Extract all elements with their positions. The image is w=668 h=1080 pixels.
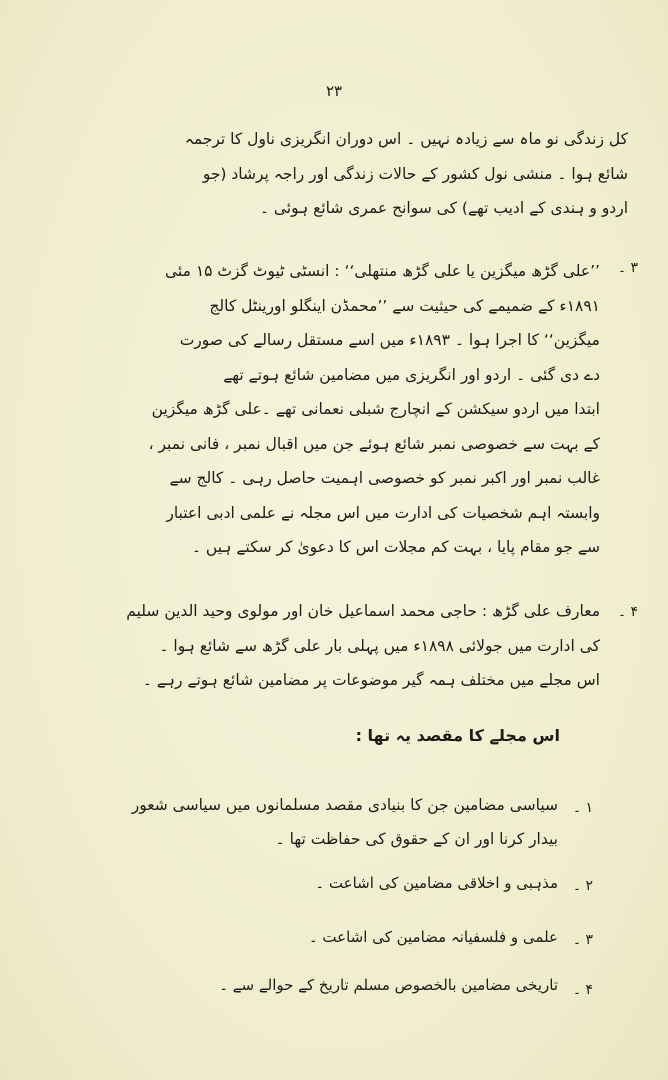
text-line: کل زندگی نو ماہ سے زیادہ نہیں ۔ اس دوران انگریزی ناول کا ترجمہ (184, 130, 628, 148)
intro-paragraph (108, 122, 628, 226)
text-line: وابستہ اہم شخصیات کی ادارت میں اس مجلہ نے علمی ادبی اعتبار (166, 503, 600, 522)
entry-aligarh-magazine (100, 254, 600, 565)
objective-number: ۱ ۔ (572, 800, 593, 816)
objective-political (118, 788, 558, 856)
text-line: کی ادارت میں جولائی ۱۸۹۸ء میں پہلی بار علی گڑھ سے شائع ہوا ۔ (159, 636, 600, 655)
objective-number: ۴ ۔ (572, 982, 593, 998)
text-line: سیاسی مضامین جن کا بنیادی مقصد مسلمانوں میں سیاسی شعور (131, 796, 558, 814)
text-line: دے دی گئی ۔ اردو اور انگریزی میں مضامین شائع ہوتے تھے (223, 365, 600, 384)
text-line: غالب نمبر اور اکبر نمبر کو خصوصی اہمیت حاصل رہی ۔ کالج سے (169, 469, 600, 487)
text-line: کے بہت سے خصوصی نمبر شائع ہوئے جن میں اقبال نمبر ، فانی نمبر ، (148, 434, 600, 453)
text-line: ۱۸۹۱ء کے ضمیمے کی حیثیت سے ’’محمڈن اینگلو اورینٹل کالج (209, 296, 600, 315)
text-line: میگزین‘‘ کا اجرا ہوا ۔ ۱۸۹۳ء میں اسے مستقل رسالے کی صورت (179, 331, 600, 349)
text-line: اردو و ہندی کے ادیب تھے) کی سوانح عمری شائع ہوئی ۔ (259, 199, 628, 217)
objective-number: ۳ ۔ (572, 932, 593, 948)
text-line: بیدار کرنا اور ان کے حقوق کی حفاظت تھا ۔ (275, 830, 558, 848)
text-line: معارف علی گڑھ : حاجی محمد اسماعیل خان اور مولوی وحید الدین سلیم (126, 602, 600, 620)
text-line: ابتدا میں اردو سیکشن کے انچارج شبلی نعمانی تھے ۔علی گڑھ میگزین (151, 400, 600, 418)
text-line: سے جو مقام پایا ، بہت کم مجلات اس کا دعویٰ کر سکتے ہیں ۔ (191, 538, 600, 556)
entry-number: ۳ ۔ (617, 260, 638, 276)
entry-number: ۴ ۔ (617, 604, 638, 620)
objective-scholarly: علمی و فلسفیانہ مضامین کی اشاعت ۔ (308, 928, 558, 946)
objective-number: ۲ ۔ (572, 878, 593, 894)
text-line: اس مجلے میں مختلف ہمہ گیر موضوعات پر مضامین شائع ہوتے رہے ۔ (142, 671, 600, 689)
objective-religious: مذہبی و اخلاقی مضامین کی اشاعت ۔ (315, 874, 558, 892)
objective-historical: تاریخی مضامین بالخصوص مسلم تاریخ کے حوالے سے ۔ (219, 976, 558, 994)
page-number: ۲۳ (325, 82, 343, 100)
text-line: ’’علی گڑھ میگزین یا علی گڑھ منتھلی‘‘ : انسٹی ٹیوٹ گزٹ ۱۵ مئی (165, 262, 600, 280)
purpose-heading: اس مجلے کا مقصد یہ تھا : (355, 726, 560, 745)
entry-maarif-aligarh (100, 594, 600, 698)
text-line: شائع ہوا ۔ منشی نول کشور کے حالات زندگی اور راجہ پرشاد (جو (202, 164, 628, 183)
